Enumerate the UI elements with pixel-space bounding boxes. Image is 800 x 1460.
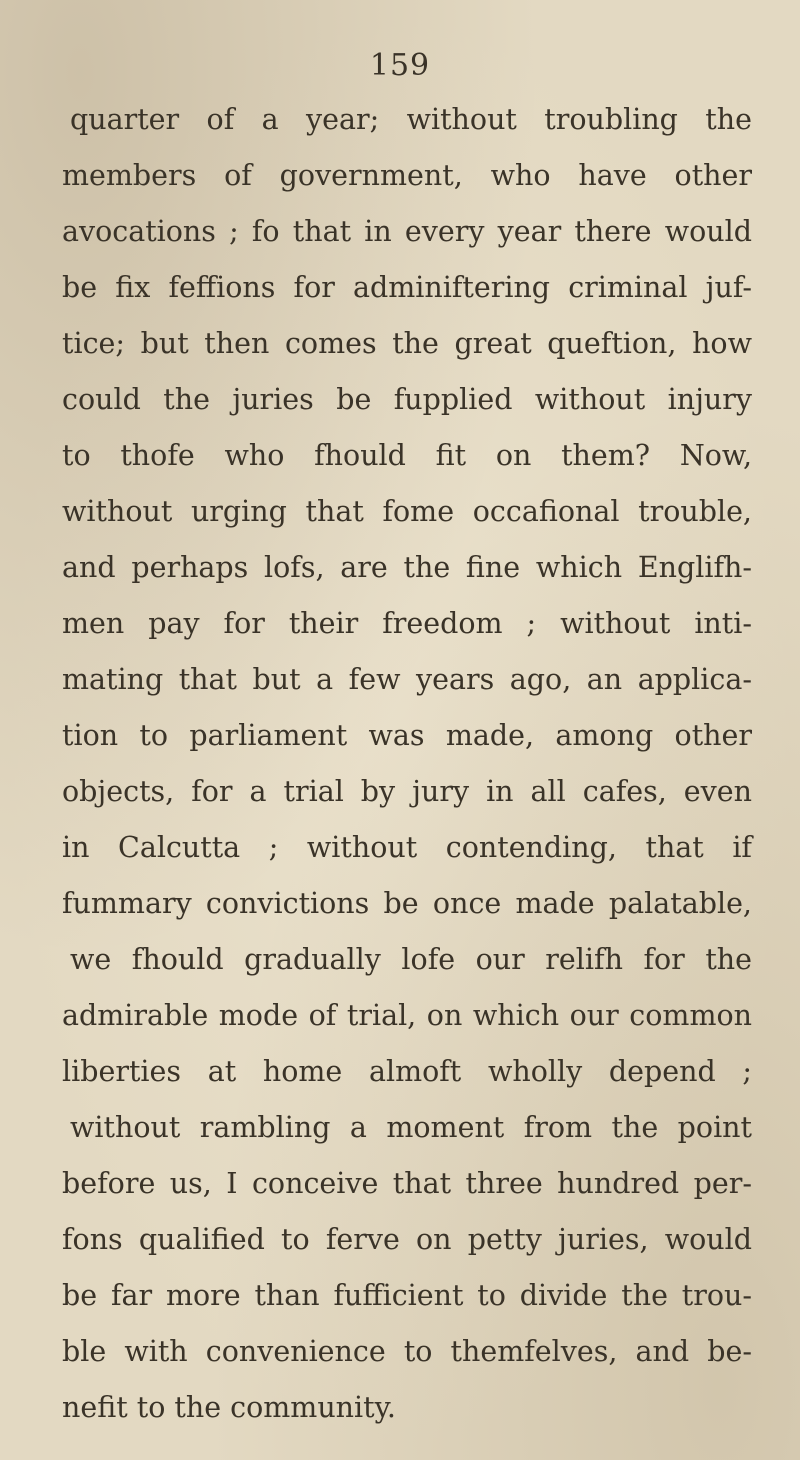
text-line-10: men pay for their freedom ; without inti- [62,607,752,640]
text-line-16: we fhould gradually lofe our relifh for the [70,943,752,976]
text-line-18: liberties at home almoft wholly depend ; [62,1055,752,1088]
text-line-23: ble with convenience to themfelves, and be- [62,1335,752,1368]
text-line-14: in Calcutta ; without contending, that if [62,831,752,864]
text-line-15: fummary convictions be once made palatable, [62,887,752,920]
text-line-12: tion to parliament was made, among other [62,719,752,752]
text-line-5: tice; but then comes the great queftion, how [62,327,752,360]
text-line-6: could the juries be fupplied without injury [62,383,752,416]
text-line-9: and perhaps lofs, are the fine which Englifh- [62,551,752,584]
text-line-2: members of government, who have other [62,159,752,192]
text-line-19: without rambling a moment from the point [70,1111,752,1144]
text-line-1: quarter of a year; without troubling the [70,103,752,136]
text-line-13: objects, for a trial by jury in all cafes, even [62,775,752,808]
text-line-8: without urging that fome occafional trouble, [62,495,752,528]
text-line-7: to thofe who fhould fit on them? Now, [62,439,752,472]
text-line-17: admirable mode of trial, on which our common [62,999,752,1032]
page-number: 159 [369,48,431,83]
text-line-22: be far more than fufficient to divide the trou- [62,1279,752,1312]
text-line-11: mating that but a few years ago, an applica- [62,663,752,696]
text-line-24: nefit to the community. [62,1391,396,1424]
text-line-4: be fix feffions for adminiftering criminal juf- [62,271,752,304]
body-text [62,92,752,1436]
text-line-20: before us, I conceive that three hundred per- [62,1167,752,1200]
text-line-21: fons qualified to ferve on petty juries, would [62,1223,752,1256]
text-line-3: avocations ; fo that in every year there would [62,215,752,248]
